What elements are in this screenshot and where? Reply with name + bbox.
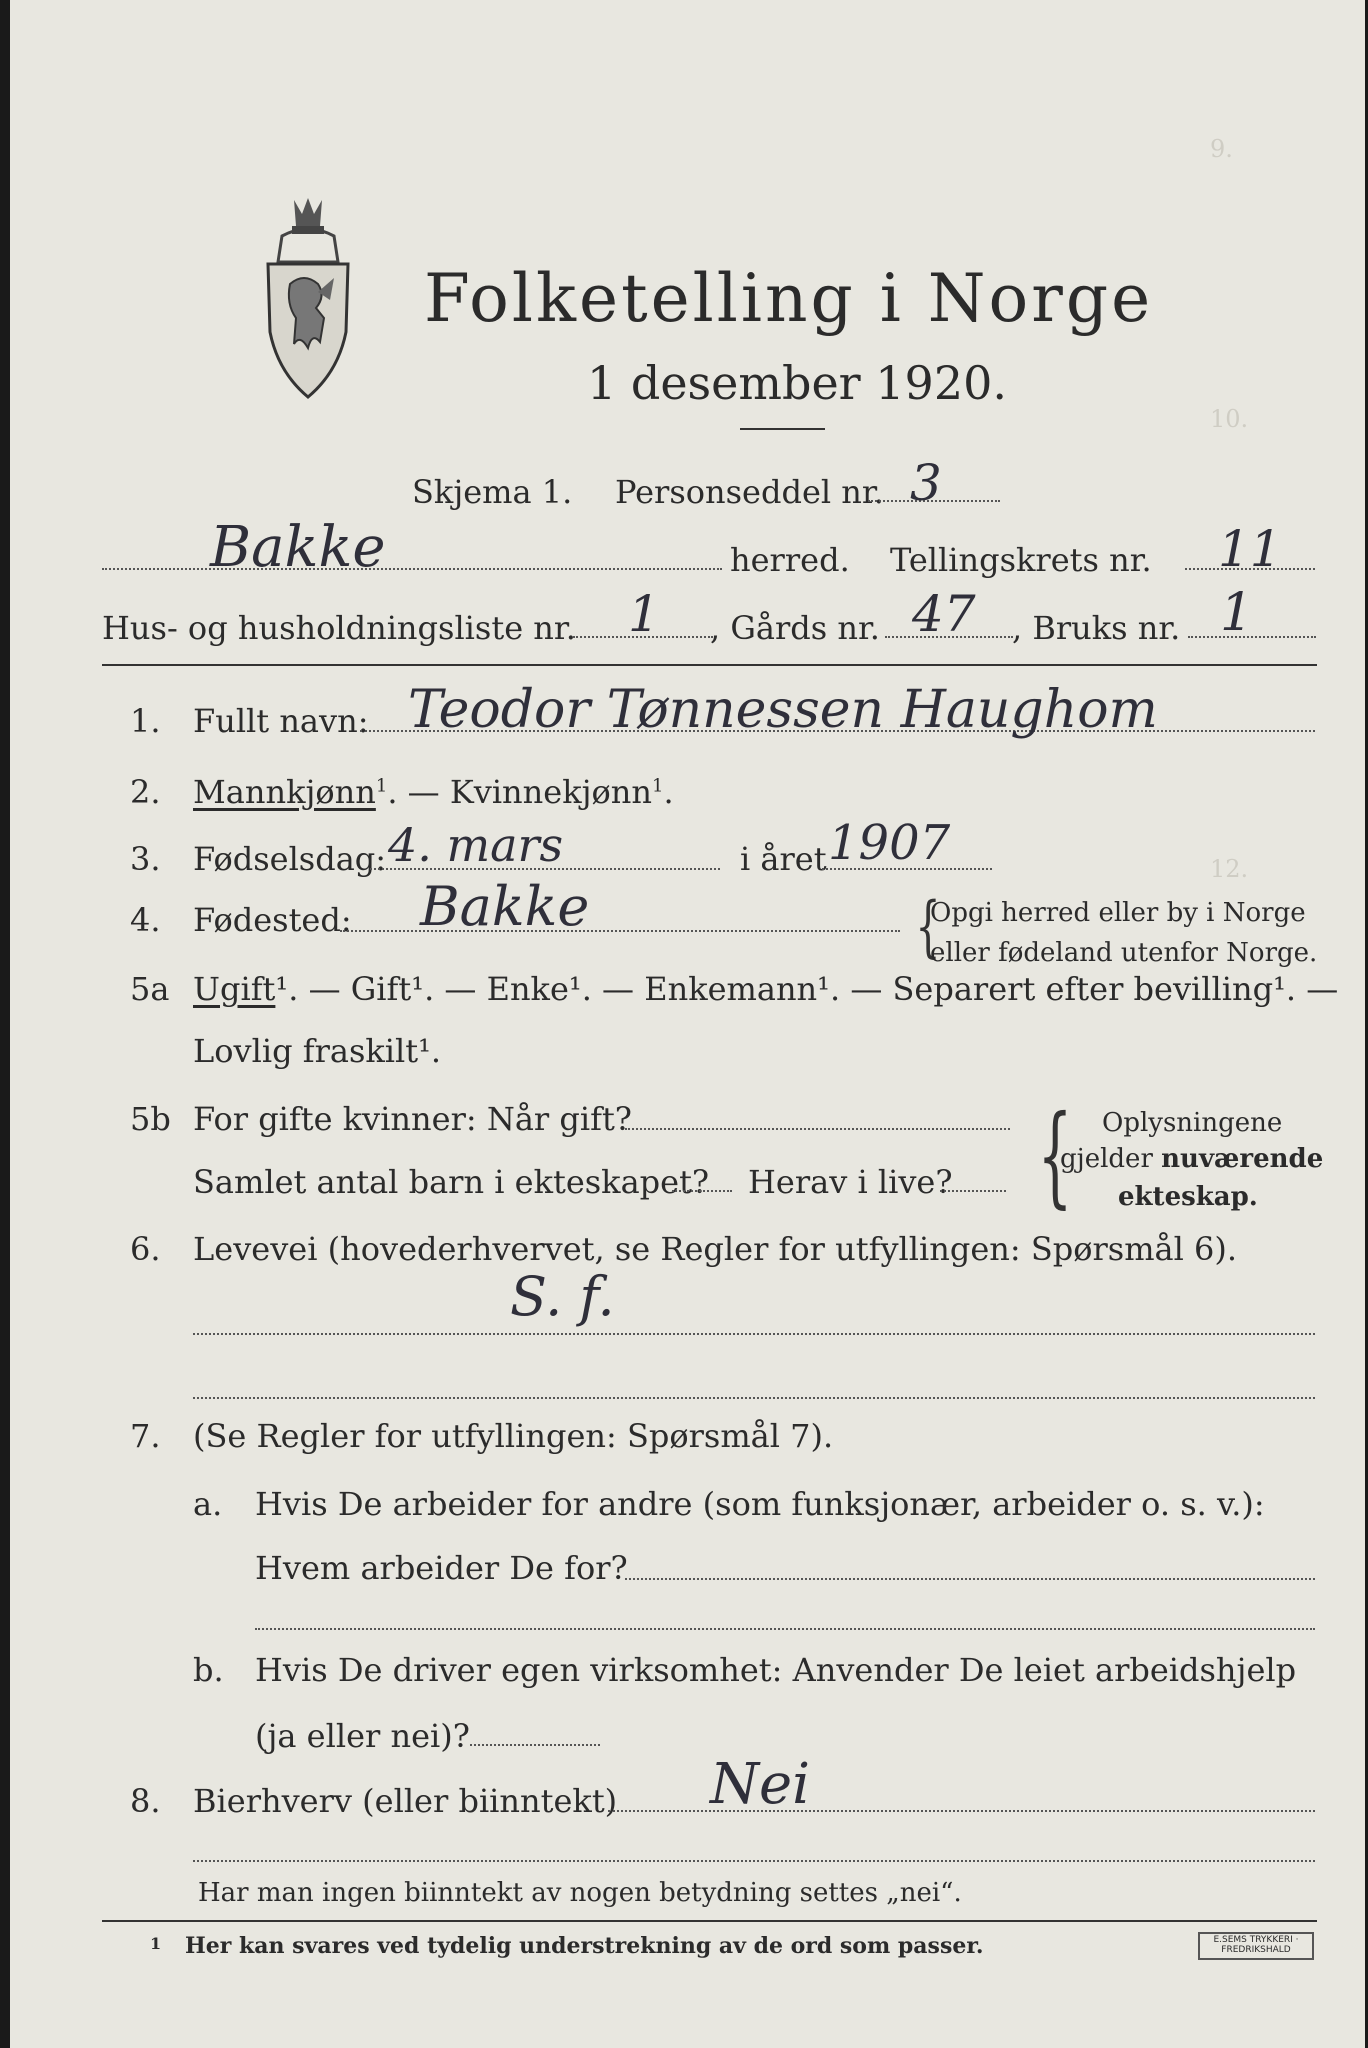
q5b-line1: For gifte kvinner: Når gift? (193, 1100, 632, 1138)
footnote-mark: 1 (375, 775, 388, 797)
q5b-note-line3: ekteskap. (1118, 1182, 1258, 1212)
gards-value[interactable]: 47 (912, 585, 976, 643)
title-divider (740, 428, 825, 430)
form-title: Folketelling i Norge (424, 260, 1154, 337)
q7b-letter: b. (193, 1651, 224, 1689)
q5b-alive-label: Herav i live? (748, 1163, 953, 1201)
footnote-number: 1 (150, 1934, 162, 1953)
q5b-children-line (672, 1190, 732, 1192)
q4-note-line1: Opgi herred eller by i Norge (930, 898, 1306, 928)
q7a-letter: a. (193, 1485, 223, 1523)
bruks-label: , Bruks nr. (1012, 609, 1181, 647)
herred-line (102, 568, 722, 570)
q3-number: 3. (130, 840, 161, 878)
birth-date-value[interactable]: 4. mars (388, 818, 564, 872)
q6-label: Levevei (hovederhvervet, se Regler for utfyllingen: Spørsmål 6). (193, 1230, 1238, 1268)
q6-line (193, 1333, 1315, 1335)
q5a-options (193, 970, 1339, 1008)
q7b-line (470, 1744, 600, 1746)
q4-brace: { (915, 888, 941, 965)
q8-number: 8. (130, 1782, 161, 1820)
q7a-line1: Hvis De arbeider for andre (som funksjonær, arbeider o. s. v.): (255, 1485, 1265, 1523)
husholdningsliste-label: Hus- og husholdningsliste nr. (102, 609, 576, 647)
q7-number: 7. (130, 1417, 161, 1455)
q5a-number: 5a (130, 970, 170, 1008)
q5b-children-label: Samlet antal barn i ekteskapet? (193, 1163, 710, 1201)
q2-number: 2. (130, 773, 161, 811)
form-date: 1 desember 1920. (587, 356, 1007, 410)
q5b-married-line (625, 1128, 1010, 1130)
occupation-value[interactable]: S. f. (510, 1265, 615, 1328)
q5a-ugift-option[interactable]: Ugift (193, 970, 276, 1008)
bleed-through-text: 10. (1210, 405, 1249, 433)
skjema-label: Skjema 1. (412, 473, 573, 511)
section-divider (102, 664, 1317, 666)
footnote-divider (102, 1920, 1317, 1922)
q5a-line2[interactable]: Lovlig fraskilt¹. (193, 1032, 442, 1070)
q2-mann-option[interactable]: Mannkjønn (193, 773, 376, 811)
q4-label: Fødested: (193, 901, 352, 939)
q4-number: 4. (130, 901, 161, 939)
footnote-text: Her kan svares ved tydelig understrekning av de ord som passer. (185, 1933, 984, 1959)
full-name-value[interactable]: Teodor Tønnessen Haughom (408, 680, 1158, 740)
q5b-brace: { (1037, 1091, 1073, 1219)
tellingskrets-label: Tellingskrets nr. (890, 541, 1152, 579)
q7a-line-2 (255, 1628, 1315, 1630)
herred-value[interactable]: Bakke (210, 515, 386, 580)
personseddel-value[interactable]: 3 (910, 454, 942, 512)
census-form-page (10, 0, 1365, 2048)
q1-number: 1. (130, 702, 161, 740)
q2-sex-options (193, 773, 674, 811)
footnote-mark: 1 (652, 775, 664, 797)
q5b-note-line2 (1060, 1146, 1323, 1172)
q4-note-line2: eller fødeland utenfor Norge. (930, 938, 1318, 968)
norway-coat-of-arms-icon (258, 192, 358, 402)
q6-number: 6. (130, 1230, 161, 1268)
gards-label: , Gårds nr. (710, 609, 880, 647)
biinntekt-note: Har man ingen biinntekt av nogen betydning settes „nei“. (198, 1878, 962, 1908)
q5b-alive-line (940, 1190, 1006, 1192)
q5b-note-gjelder: gjelder (1060, 1144, 1162, 1174)
q6-line-2 (193, 1397, 1315, 1399)
herred-label: herred. (730, 541, 850, 579)
q5b-note-nuvaerende: nuværende (1161, 1144, 1324, 1174)
q7a-line2: Hvem arbeider De for? (255, 1549, 628, 1587)
birth-year-value[interactable]: 1907 (828, 815, 951, 871)
birthplace-value[interactable]: Bakke (420, 875, 590, 938)
q2-kvinne-option[interactable]: . — Kvinnekjønn (387, 773, 652, 811)
personseddel-label: Personseddel nr. (615, 473, 884, 511)
q8-label: Bierhverv (eller biinntekt) (193, 1782, 618, 1820)
husholdningsliste-value[interactable]: 1 (628, 585, 660, 643)
bleed-through-text: 9. (1210, 135, 1233, 163)
side-income-value[interactable]: Nei (710, 1752, 811, 1817)
printer-stamp: E.SEMS TRYKKERI · FREDRIKSHALD (1198, 1932, 1314, 1960)
q5a-other-options[interactable]: ¹. — Gift¹. — Enke¹. — Enkemann¹. — Separert efter bevilling¹. — (275, 970, 1339, 1008)
q3-aaret-label: i året (740, 840, 827, 878)
q5b-number: 5b (130, 1100, 171, 1138)
q7a-line (625, 1578, 1315, 1580)
q2-end: . (663, 773, 674, 811)
tellingskrets-value[interactable]: 11 (1218, 520, 1282, 578)
q8-line-2 (193, 1860, 1315, 1862)
bleed-through-text: 12. (1210, 855, 1249, 883)
q1-label: Fullt navn: (193, 702, 369, 740)
q7b-line2: (ja eller nei)? (255, 1717, 470, 1755)
bruks-value[interactable]: 1 (1220, 583, 1254, 643)
q7b-line1: Hvis De driver egen virksomhet: Anvender De leiet arbeidshjelp (255, 1651, 1297, 1689)
q5b-note-line1: Oplysningene (1102, 1108, 1283, 1138)
q3-label: Fødselsdag: (193, 840, 387, 878)
q7-label: (Se Regler for utfyllingen: Spørsmål 7). (193, 1417, 834, 1455)
